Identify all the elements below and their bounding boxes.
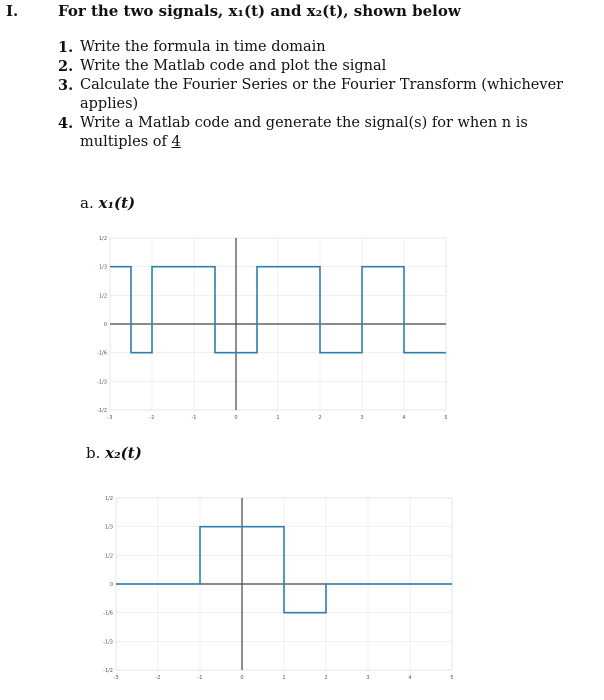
subpart-signal: x₂(t) bbox=[105, 444, 142, 462]
task-number: 3. bbox=[58, 77, 74, 94]
y-tick-label: 1/2 bbox=[104, 553, 113, 560]
y-tick-label: 1/3 bbox=[104, 524, 113, 531]
task-text: Write the formula in time domain bbox=[80, 39, 326, 55]
x-tick-label: -2 bbox=[155, 675, 161, 681]
task-number: 2. bbox=[58, 58, 74, 75]
x-tick-label: 3 bbox=[366, 675, 370, 681]
x-tick-label: 1 bbox=[276, 415, 280, 421]
y-tick-label: -1/6 bbox=[103, 610, 113, 617]
y-tick-label: -1/3 bbox=[103, 639, 113, 646]
x-tick-label: -1 bbox=[191, 415, 197, 421]
x-tick-label: -2 bbox=[149, 415, 155, 421]
y-tick-label: -1/3 bbox=[97, 379, 107, 386]
x-tick-label: 2 bbox=[324, 675, 328, 681]
x-tick-label: -1 bbox=[197, 675, 203, 681]
y-tick-label: -1/6 bbox=[97, 350, 107, 357]
x-tick-label: 2 bbox=[318, 415, 322, 421]
x-tick-label: 4 bbox=[408, 675, 412, 681]
x-tick-label: 1 bbox=[282, 675, 286, 681]
task-number: 1. bbox=[58, 39, 74, 56]
y-tick-label: -1/2 bbox=[103, 668, 113, 674]
list-item bbox=[58, 57, 588, 76]
subpart-signal: x₁(t) bbox=[98, 194, 136, 212]
question-title: For the two signals, x₁(t) and x₂(t), shown below bbox=[58, 2, 461, 20]
subpart-b-label bbox=[86, 444, 142, 462]
y-tick-label: 0 bbox=[109, 582, 113, 588]
task-text bbox=[80, 114, 588, 152]
task-list bbox=[58, 38, 588, 152]
plot-x2 bbox=[98, 494, 460, 684]
subpart-letter: a. bbox=[80, 194, 94, 212]
task-text: Calculate the Fourier Series or the Fourier Transform (whichever applies) bbox=[80, 77, 564, 112]
y-tick-label: 1/2 bbox=[104, 496, 113, 502]
y-tick-label: 1/2 bbox=[98, 293, 107, 300]
x-tick-label: 5 bbox=[450, 675, 454, 681]
x-tick-label: -3 bbox=[113, 675, 119, 681]
list-item bbox=[58, 76, 588, 114]
plot-x1 bbox=[92, 234, 454, 424]
subpart-a-label bbox=[80, 194, 135, 212]
y-tick-label: 1/3 bbox=[98, 264, 107, 271]
task-number: 4. bbox=[58, 115, 74, 132]
subpart-letter: b. bbox=[86, 444, 101, 462]
y-tick-label: -1/2 bbox=[97, 408, 107, 414]
list-item bbox=[58, 38, 588, 57]
x-tick-label: 5 bbox=[444, 415, 448, 421]
task-text: Write the Matlab code and plot the signal bbox=[80, 58, 387, 74]
task-text-underlined: 4 bbox=[171, 134, 181, 150]
question-number: I. bbox=[6, 2, 19, 20]
y-tick-label: 0 bbox=[103, 322, 107, 328]
x-tick-label: 0 bbox=[240, 675, 244, 681]
x-tick-label: 4 bbox=[402, 415, 406, 421]
list-item bbox=[58, 114, 588, 152]
y-tick-label: 1/2 bbox=[98, 236, 107, 242]
x-tick-label: -3 bbox=[107, 415, 113, 421]
x-tick-label: 0 bbox=[234, 415, 238, 421]
task-text-main: Write a Matlab code and generate the signal(s) for when n is multiples of bbox=[80, 115, 528, 150]
x-tick-label: 3 bbox=[360, 415, 364, 421]
